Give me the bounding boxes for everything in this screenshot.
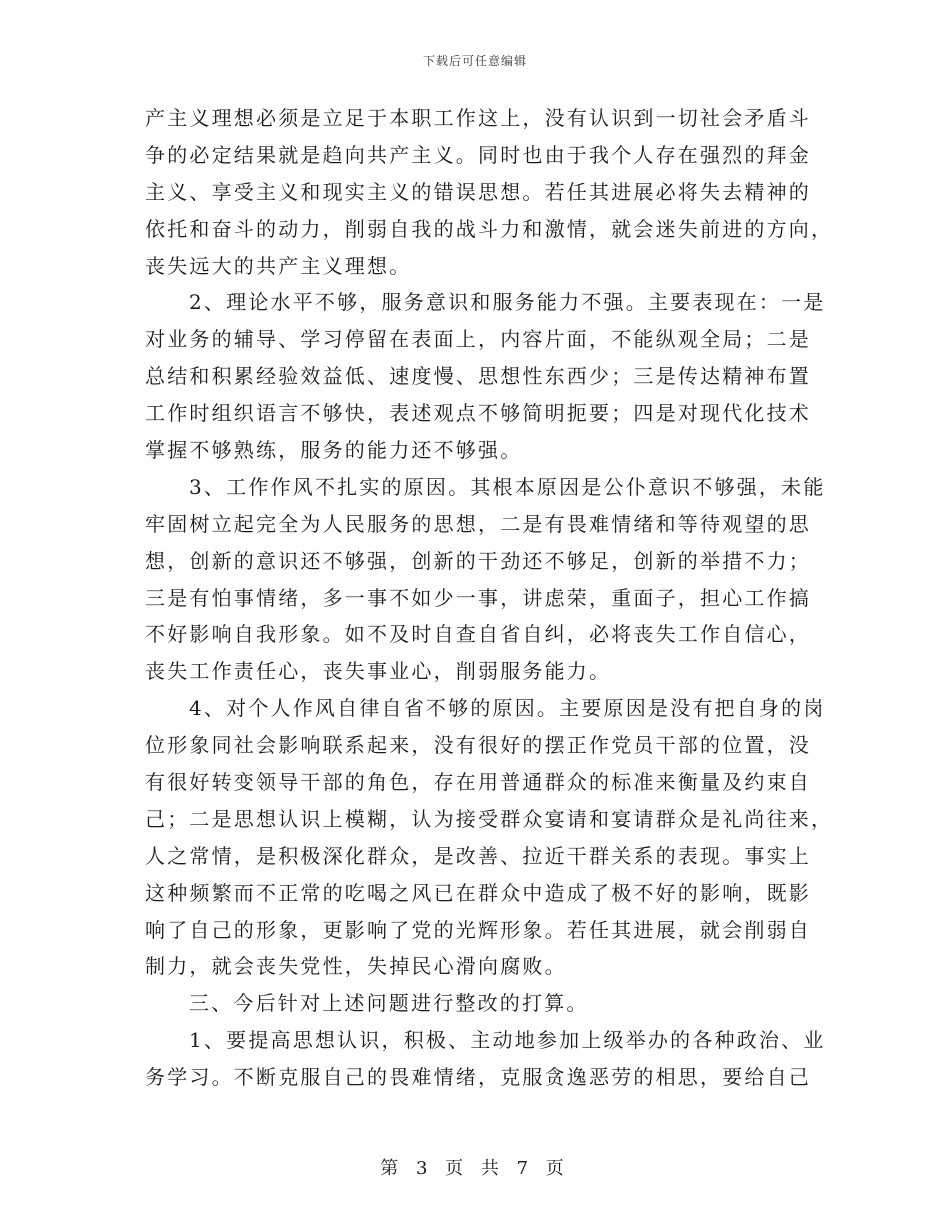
paragraph-line: 1、要提高思想认识，积极、主动地参加上级举办的各种政治、业 [189,1028,826,1053]
paragraph-line: 争的必定结果就是趋向共产主义。同时也由于我个人存在强烈的拜金 [145,142,811,167]
paragraph-line: 牢固树立起完全为人民服务的思想，二是有畏难情绪和等待观望的思 [145,511,811,536]
paragraph-line: 有很好转变领导干部的角色，存在用普通群众的标准来衡量及约束自 [145,770,811,795]
paragraph-line: 响了自己的形象，更影响了党的光辉形象。若任其进展，就会削弱自 [145,917,811,942]
paragraph-line: 掌握不够熟练，服务的能力还不够强。 [145,438,523,463]
section-heading: 三、今后针对上述问题进行整改的打算。 [189,991,589,1016]
paragraph-line: 人之常情，是积极深化群众，是改善、拉近干群关系的表现。事实上 [145,843,811,868]
paragraph-line: 产主义理想必须是立足于本职工作这上，没有认识到一切社会矛盾斗 [145,106,811,130]
paragraph-line: 4、对个人作风自律自省不够的原因。主要原因是没有把自身的岗 [189,696,826,721]
paragraph-line: 这种频繁而不正常的吃喝之风已在群众中造成了极不好的影响，既影 [145,880,811,905]
paragraph-line: 丧失远大的共产主义理想。 [145,253,412,278]
paragraph-line: 制力，就会丧失党性，失掉民心滑向腐败。 [145,954,567,979]
paragraph-line: 依托和奋斗的动力，削弱自我的战斗力和激情，就会迷失前进的方向， [145,216,834,241]
paragraph-line: 不好影响自我形象。如不及时自查自省自纠，必将丧失工作自信心， [145,622,811,647]
paragraph-line: 主义、享受主义和现实主义的错误思想。若任其进展必将失去精神的 [145,179,811,204]
paragraph-line: 想，创新的意识还不够强，创新的干劲还不够足，创新的举措不力； [145,548,811,573]
page-header: 下载后可任意编辑 [422,54,527,68]
paragraph-line: 2、理论水平不够，服务意识和服务能力不强。主要表现在：一是 [189,290,826,315]
paragraph-line: 丧失工作责任心，丧失事业心，削弱服务能力。 [145,659,612,684]
paragraph-line: 位形象同社会影响联系起来，没有很好的摆正作党员干部的位置，没 [145,733,811,758]
page-number-footer: 第 3 页 共 7 页 [380,1158,570,1179]
paragraph-line: 务学习。不断克服自己的畏难情绪，克服贪逸恶劳的相思，要给自己 [145,1065,811,1090]
document-body [145,100,834,1096]
paragraph-line: 工作时组织语言不够快，表述观点不够简明扼要；四是对现代化技术 [145,401,811,426]
paragraph-line: 己；二是思想认识上模糊，认为接受群众宴请和宴请群众是礼尚往来， [145,806,834,831]
paragraph-line: 总结和积累经验效益低、速度慢、思想性东西少；三是传达精神布置 [145,364,811,389]
paragraph-line: 三是有怕事情绪，多一事不如少一事，讲虑荣，重面子，担心工作搞 [145,585,811,610]
paragraph-line: 3、工作作风不扎实的原因。其根本原因是公仆意识不够强，未能 [189,474,826,499]
paragraph-line: 对业务的辅导、学习停留在表面上，内容片面，不能纵观全局；二是 [145,327,811,352]
